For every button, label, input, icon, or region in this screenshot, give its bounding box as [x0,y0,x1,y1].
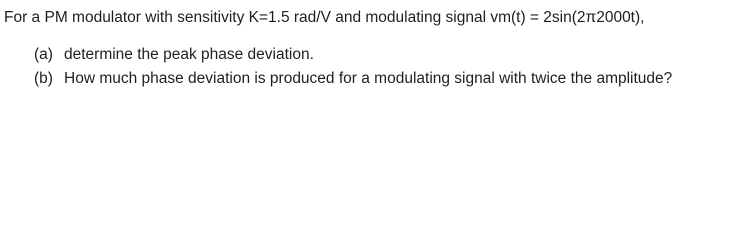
part-b-text: How much phase deviation is produced for a modulating signal with twice the amplitude? [64,70,673,87]
question-part-b [34,69,672,89]
part-a-text: determine the peak phase deviation. [64,46,314,63]
problem-intro: For a PM modulator with sensitivity K=1.5 rad/V and modulating signal vm(t) = 2sin(2π2000t), [4,9,645,26]
problem-statement [0,0,752,112]
part-b-label: (b) [34,70,53,87]
question-part-a [34,45,314,65]
part-a-label: (a) [34,46,53,63]
